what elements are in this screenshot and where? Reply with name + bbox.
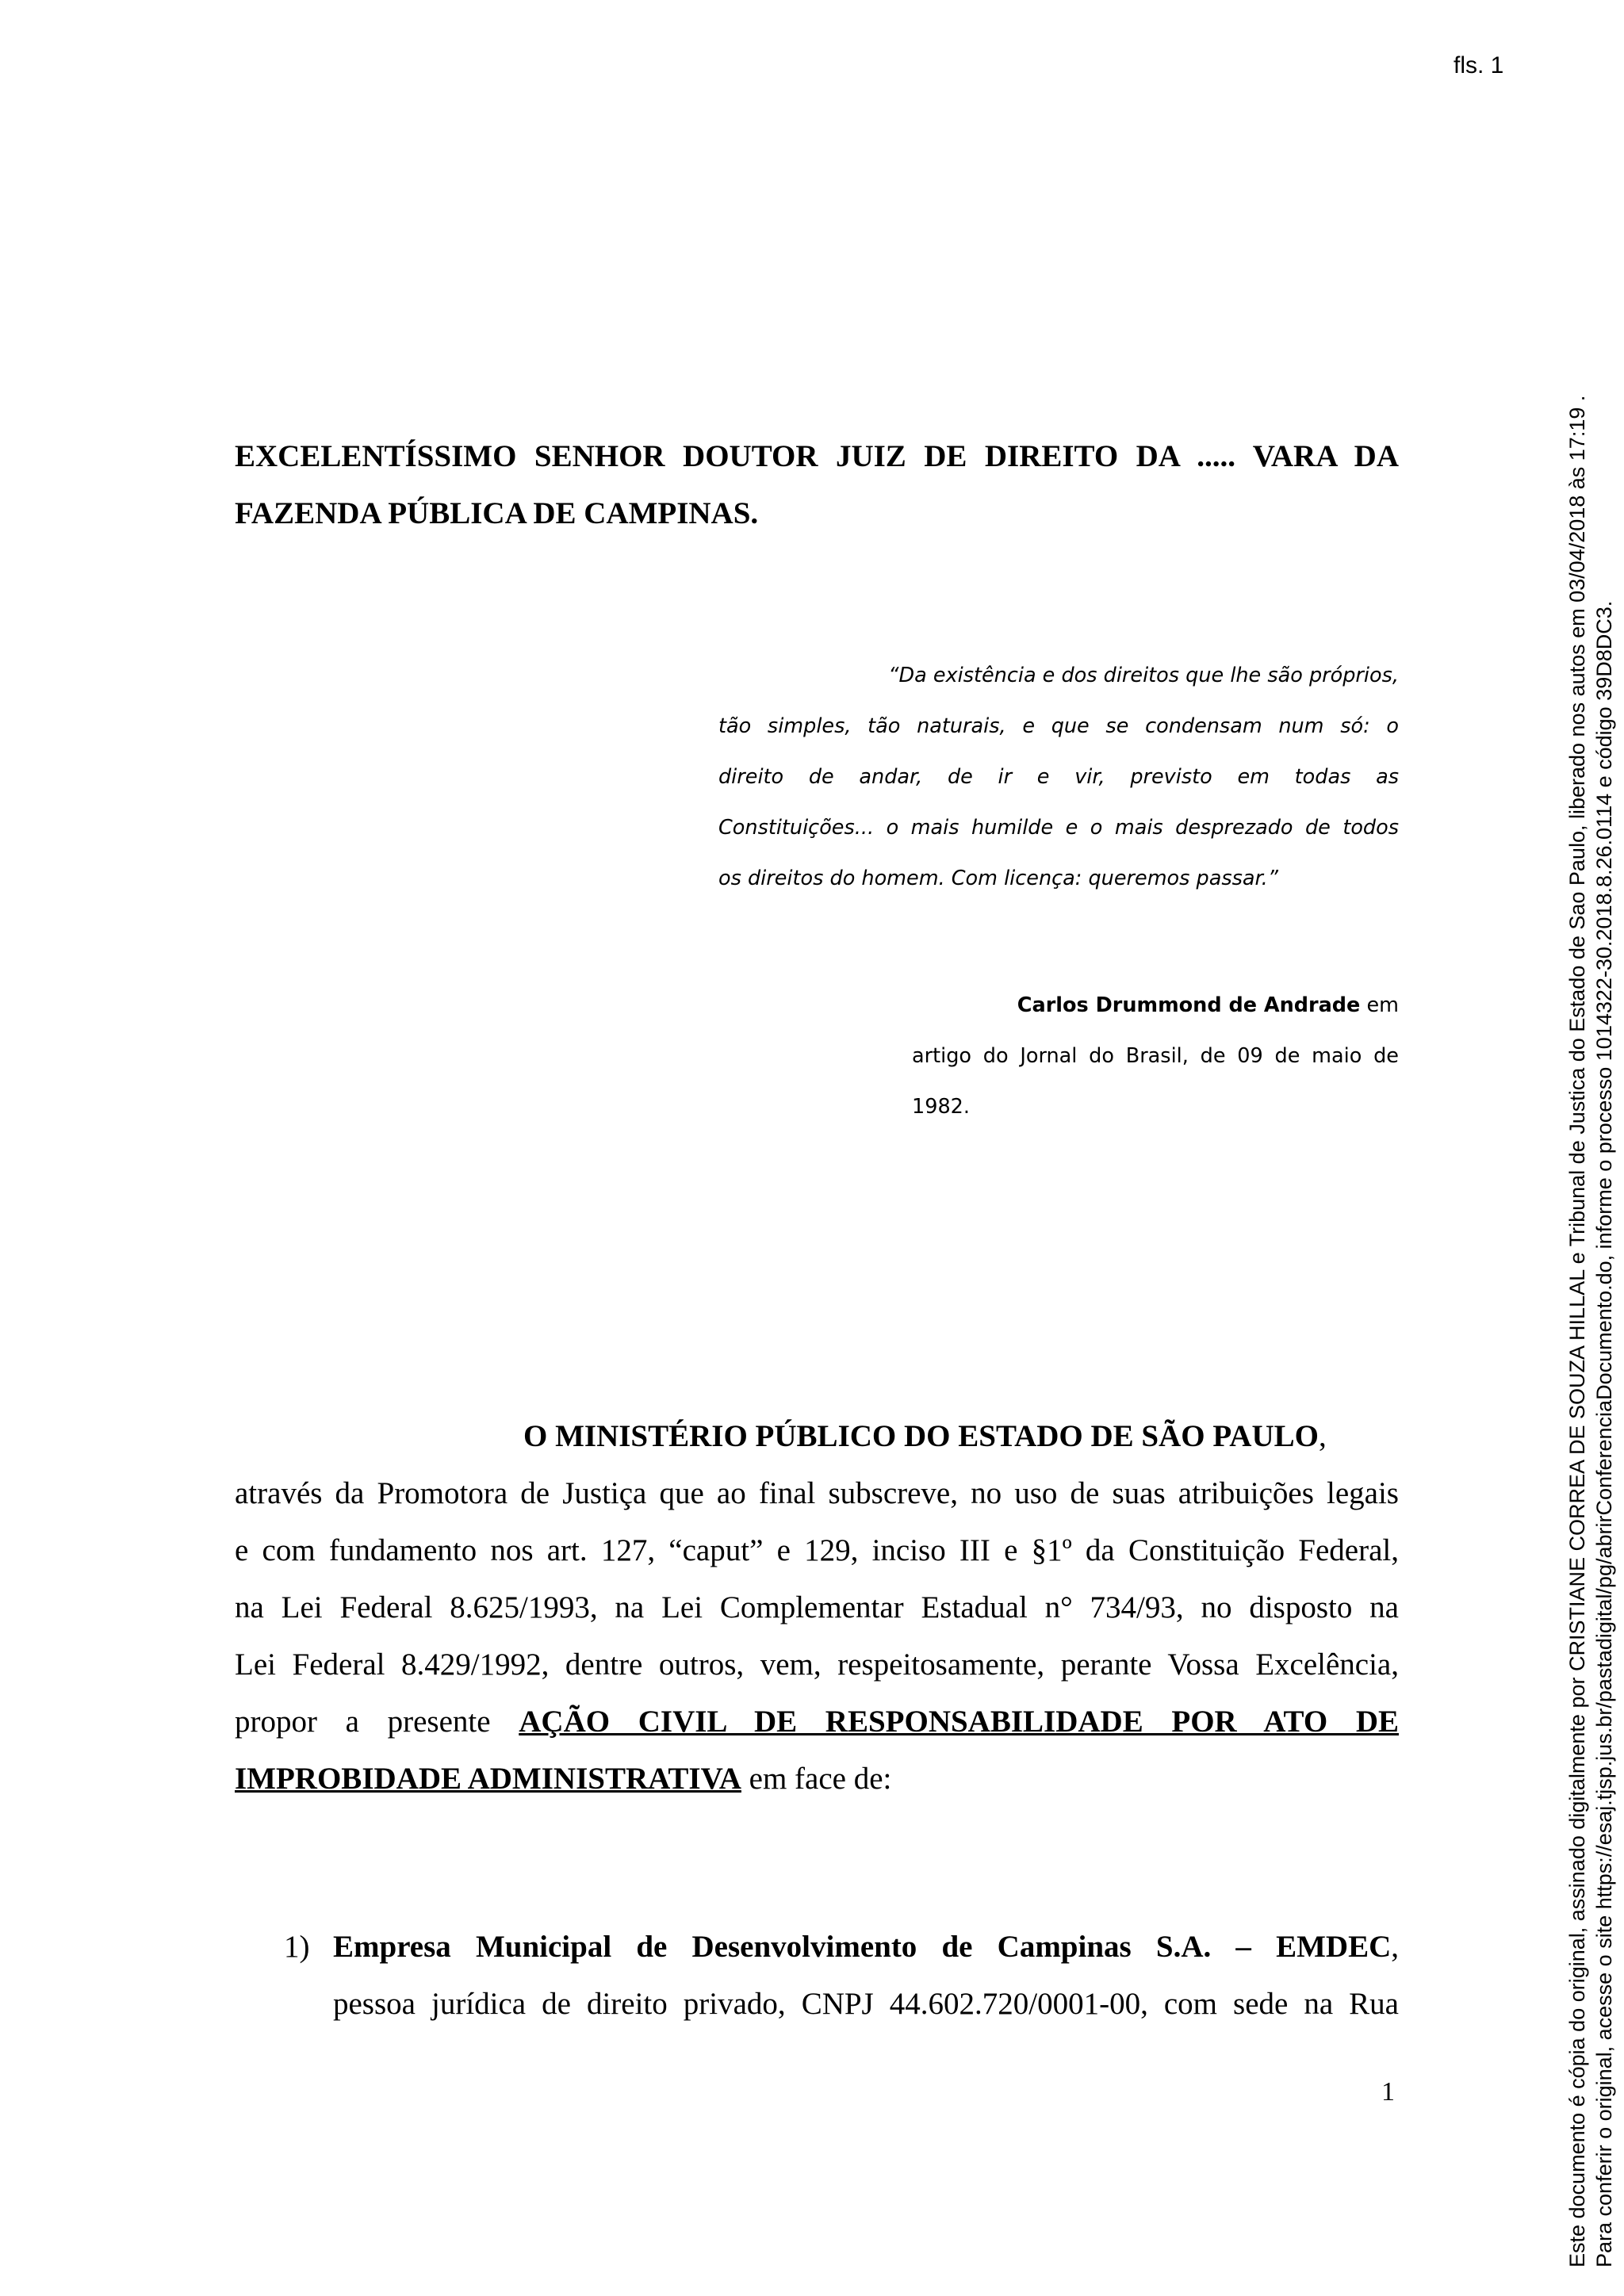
- party-comma: ,: [1318, 1419, 1327, 1453]
- body-action-line: [235, 1693, 1399, 1751]
- body-line: Lei Federal 8.429/1992, dentre outros, vem, respeitosamente, perante Vossa Excelência,: [235, 1647, 1399, 1682]
- body-line: através da Promotora de Justiça que ao final subscreve, no uso de suas atribuições legais: [235, 1476, 1399, 1510]
- page-number: 1: [1381, 2077, 1395, 2107]
- defendant-name: Empresa Municipal de Desenvolvimento de Campinas S.A. – EMDEC: [333, 1930, 1392, 1964]
- folio-number: fls. 1: [1454, 52, 1504, 78]
- party-name: O MINISTÉRIO PÚBLICO DO ESTADO DE SÃO PAULO: [523, 1419, 1319, 1453]
- body-line: na Lei Federal 8.625/1993, na Lei Complementar Estadual n° 734/93, no disposto na: [235, 1590, 1399, 1624]
- signature-notice-line-2: Para conferir o original, acesse o site https://esaj.tjsp.jus.br/pastadigital/pg/abrirConferenciaDocumento.do, informe o processo 1014322-30.2018.8.26.0114 e código 39D8DC3.: [1592, 600, 1616, 2267]
- defendant-body: [333, 1919, 1399, 2033]
- header-line-1: EXCELENTÍSSIMO SENHOR DOUTOR JUIZ DE DIREITO DA ..... VARA DA: [235, 439, 1399, 473]
- body-action-line-2: [235, 1751, 1399, 1808]
- attribution-author-suffix: em: [1360, 993, 1399, 1017]
- petition-header: [235, 428, 1399, 542]
- defendant-name-comma: ,: [1391, 1930, 1399, 1964]
- action-title-part-1: AÇÃO CIVIL DE RESPONSABILIDADE POR ATO DE: [519, 1705, 1399, 1739]
- attribution-source-line-2: 1982.: [912, 1095, 971, 1119]
- epigraph-attribution: [912, 980, 1399, 1132]
- epigraph-line: Constituições... o mais humilde e o mais desprezado de todos: [718, 816, 1399, 840]
- epigraph-line: tão simples, tão naturais, e que se condensam num só: o: [718, 714, 1399, 738]
- attribution-source-line-1: artigo do Jornal do Brasil, de 09 de maio de: [912, 1044, 1399, 1068]
- digital-signature-notice: [1564, 95, 1619, 2267]
- body-line: e com fundamento nos art. 127, “caput” e 129, inciso III e §1º da Constituição Federal,: [235, 1533, 1399, 1567]
- attribution-author-line: [912, 980, 1399, 1031]
- epigraph-quote: [718, 650, 1399, 904]
- header-line-2: FAZENDA PÚBLICA DE CAMPINAS.: [235, 496, 759, 530]
- action-prefix: propor a presente: [235, 1705, 491, 1739]
- petition-body: [235, 1408, 1399, 1808]
- body-party-line: [235, 1408, 1399, 1465]
- attribution-author: Carlos Drummond de Andrade: [1017, 993, 1361, 1017]
- epigraph-line: os direitos do homem. Com licença: queremos passar.”: [718, 867, 1278, 890]
- epigraph-line: “Da existência e dos direitos que lhe são próprios,: [888, 664, 1399, 687]
- action-suffix: em face de:: [741, 1762, 892, 1796]
- defendant-name-line: [333, 1919, 1399, 1976]
- defendant-details: pessoa jurídica de direito privado, CNPJ 44.602.720/0001-00, com sede na Rua: [333, 1987, 1399, 2021]
- defendant-number: 1): [284, 1930, 310, 1964]
- epigraph-line: direito de andar, de ir e vir, previsto em todas as: [718, 765, 1399, 789]
- signature-notice-line-1: Este documento é cópia do original, assinado digitalmente por CRISTIANE CORREA DE SOUZA HILLAL e Tribunal de Justica do Estado de Sao Paulo, liberado nos autos em 03/04/2018 às 17:19 .: [1565, 395, 1589, 2267]
- action-title-part-2: IMPROBIDADE ADMINISTRATIVA: [235, 1762, 741, 1796]
